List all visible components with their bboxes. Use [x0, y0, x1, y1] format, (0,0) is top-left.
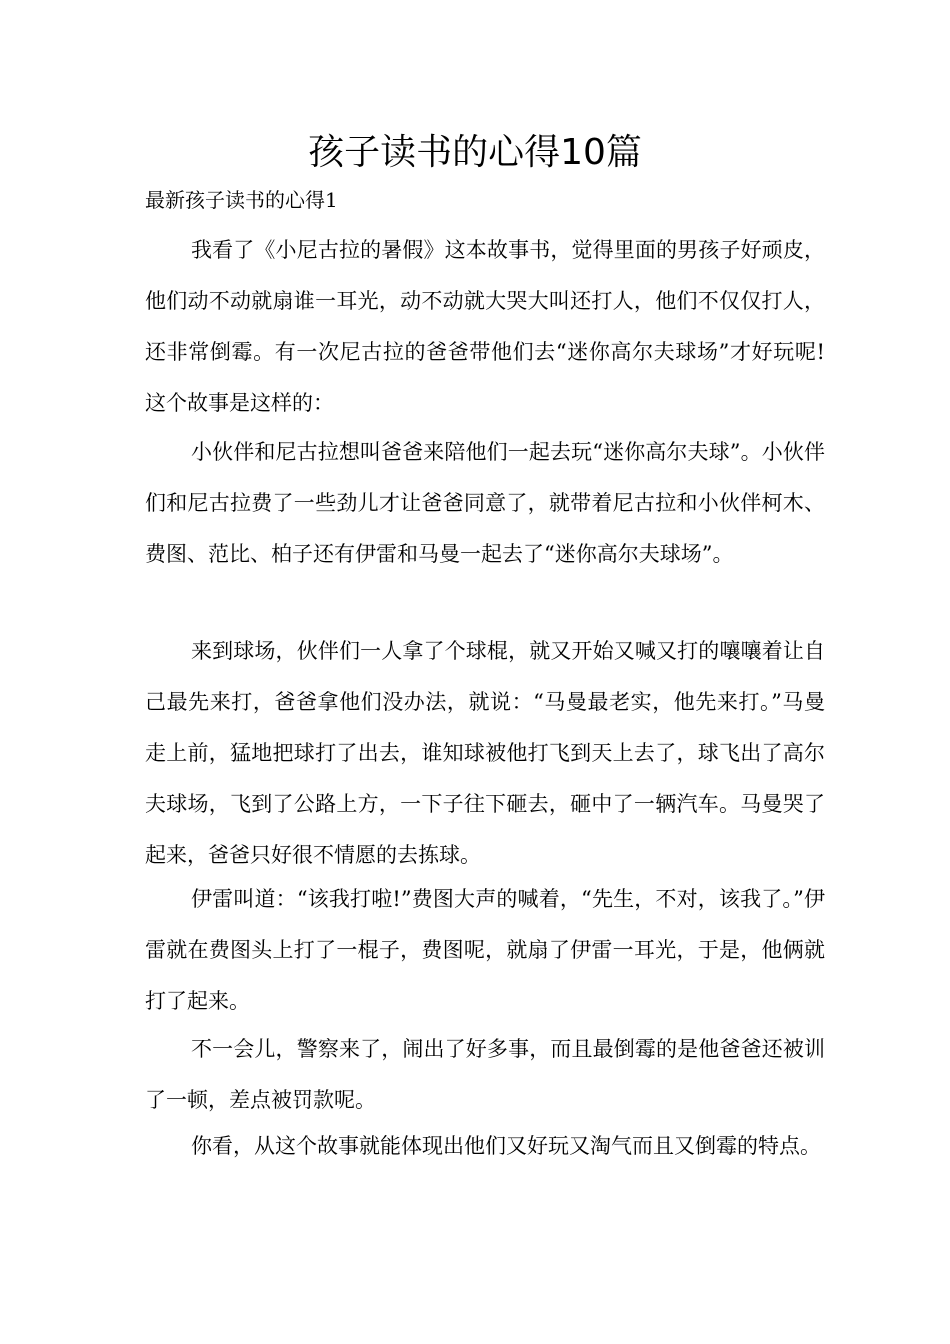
paragraph-2: 小伙伴和尼古拉想叫爸爸来陪他们一起去玩“迷你高尔夫球”。小伙伴们和尼古拉费了一些劲儿才让爸爸同意了，就带着尼古拉和小伙伴柯木、费图、范比、柏子还有伊雷和马曼一起去了“迷你高尔夫球场”。 [145, 440, 825, 566]
paragraph-3: 来到球场，伙伴们一人拿了个球棍，就又开始又喊又打的嚷嚷着让自己最先来打，爸爸拿他们没办法，就说：“马曼最老实，他先来打。”马曼走上前，猛地把球打了出去，谁知球被他打飞到天上去了，球飞出了高尔夫球场，飞到了公路上方，一下子往下砸去，砸中了一辆汽车。马曼哭了起来，爸爸只好很不情愿的去拣球。 [145, 639, 825, 867]
paragraph-1: 我看了《小尼古拉的暑假》这本故事书，觉得里面的男孩子好顽皮，他们动不动就扇谁一耳光，动不动就大哭大叫还打人，他们不仅仅打人，还非常倒霉。有一次尼古拉的爸爸带他们去“迷你高尔夫球场”才好玩呢!这个故事是这样的： [145, 238, 825, 415]
paragraph-5: 不一会儿，警察来了，闹出了好多事，而且最倒霉的是他爸爸还被训了一顿，差点被罚款呢。 [145, 1037, 825, 1112]
paragraph-4: 伊雷叫道：“该我打啦!”费图大声的喊着，“先生，不对，该我了。”伊雷就在费图头上打了一棍子，费图呢，就扇了伊雷一耳光，于是，他俩就打了起来。 [145, 887, 825, 1013]
document-title: 孩子读书的心得10篇 [308, 132, 642, 173]
section-heading: 最新孩子读书的心得1 [145, 188, 338, 212]
paragraph-6: 你看，从这个故事就能体现出他们又好玩又淘气而且又倒霉的特点。 [191, 1134, 821, 1158]
